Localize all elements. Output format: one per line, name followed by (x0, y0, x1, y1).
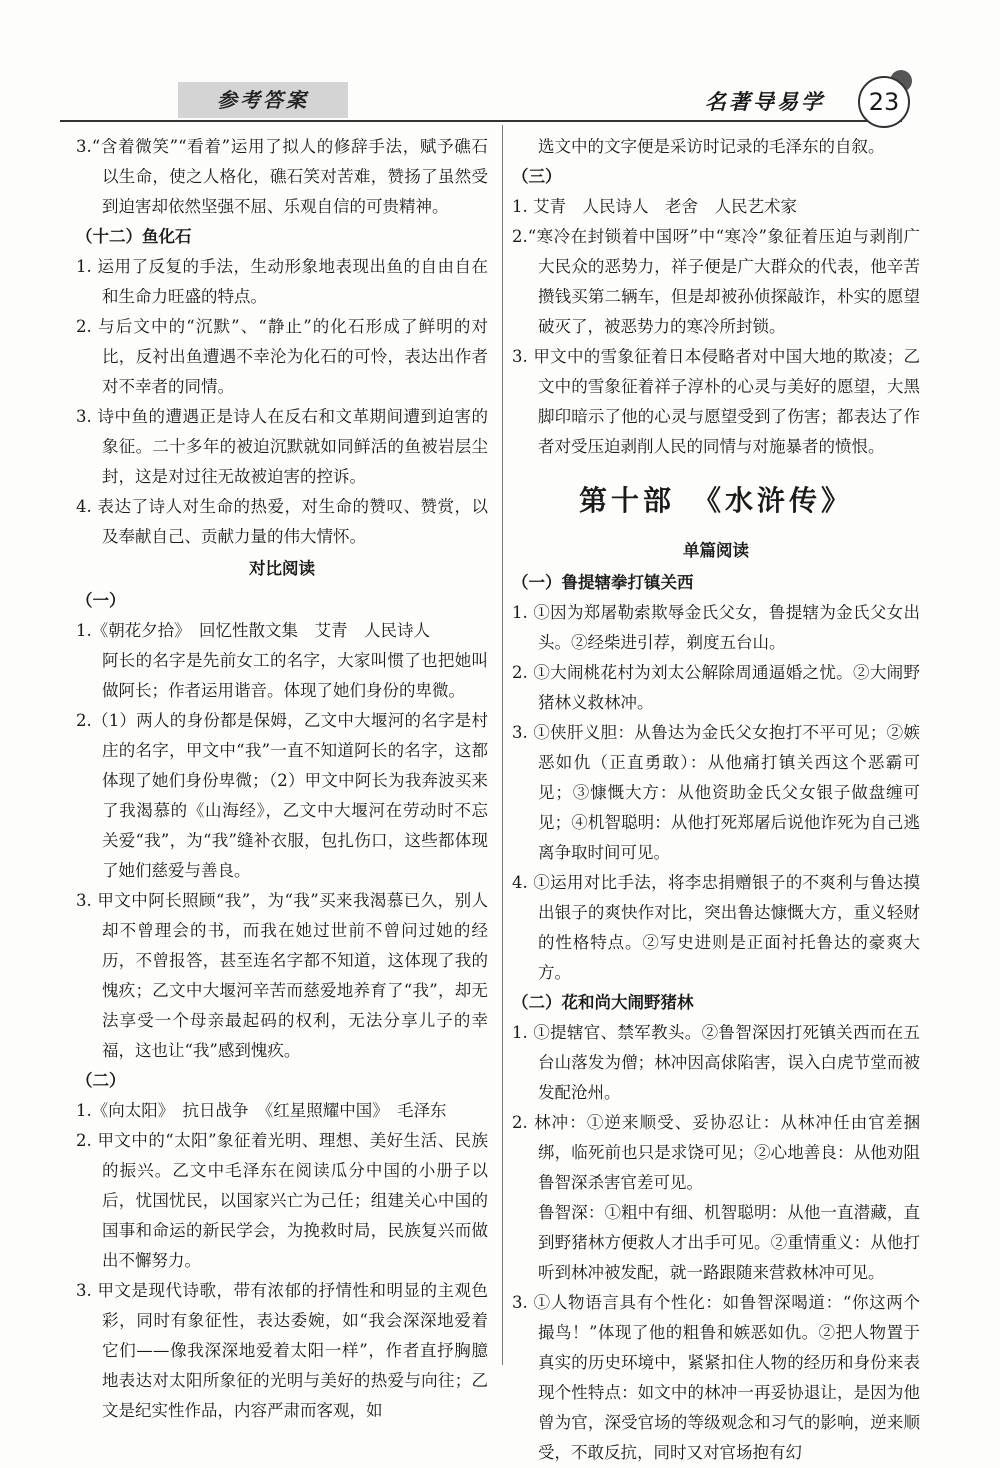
column-divider (502, 125, 503, 1365)
answer-paragraph: 2. ①大闹桃花村为刘太公解除周通逼婚之忧。②大闹野猪林义救林冲。 (512, 663, 920, 712)
left-column (76, 132, 488, 1426)
answer-paragraph: 3. 甲文中的雪象征着日本侵略者对中国大地的欺凌；乙文中的雪象征着祥子淳朴的心灵与美好的愿望，大黑脚印暗示了他的心灵与愿望受到了伤害；都表达了作者对受压迫剥削人民的同情与对施暴者的愤恨。 (512, 347, 920, 456)
answer-paragraph: 阿长的名字是先前女工的名字，大家叫惯了也把她叫做阿长；作者运用谐音。体现了她们身份的卑微。 (102, 651, 488, 700)
series-title: 名著导易学 (705, 89, 825, 114)
answer-paragraph: 1.《向太阳》 抗日战争 《红星照耀中国》 毛泽东 (76, 1101, 447, 1120)
answer-paragraph: 选文中的文字便是采访时记录的毛泽东的自叙。 (538, 137, 885, 156)
right-column (512, 132, 920, 1468)
page-header (0, 0, 1000, 130)
section-heading: （二） (76, 1071, 126, 1090)
answer-paragraph: 鲁智深：①粗中有细、机智聪明：从他一直潜藏，直到野猪林方便救人才出手可见。②重情重义：从他打听到林冲被发配，就一路跟随来营救林冲可见。 (538, 1203, 920, 1282)
section-heading: （三） (512, 167, 562, 186)
section-heading: （一）鲁提辖拳打镇关西 (512, 573, 694, 592)
answer-paragraph: 3. 甲文是现代诗歌，带有浓郁的抒情性和明显的主观色彩，同时有象征性，表达委婉，如“我会深深地爱着它们——像我深深地爱着太阳一样”，作者直抒胸臆地表达对太阳所象征的光明与美好的热爱与向往；乙文是纪实性作品，内容严肃而客观，如 (76, 1281, 488, 1420)
answer-paragraph: 1. ①因为郑屠勒索欺辱金氏父女，鲁提辖为金氏父女出头。②经柴进引荐，剃度五台山。 (512, 603, 920, 652)
header-rule (60, 120, 902, 122)
part-heading: 单篇阅读 (683, 541, 749, 560)
answer-paragraph: 1. 运用了反复的手法，生动形象地表现出鱼的自由自在和生命力旺盛的特点。 (76, 257, 488, 306)
page-number: 23 (858, 76, 910, 128)
answer-paragraph: 2.“寒冷在封锁着中国呀”中“寒冷”象征着压迫与剥削广大民众的恶势力，祥子便是广大群众的代表，他辛苦攒钱买第二辆车，但是却被孙侦探敲诈，朴实的愿望破灭了，被恶势力的寒冷所封锁。 (512, 227, 920, 336)
answer-paragraph: 1. 艾青 人民诗人 老舍 人民艺术家 (512, 197, 797, 216)
answer-paragraph: 1.《朝花夕拾》 回忆性散文集 艾青 人民诗人 (76, 621, 430, 640)
section-heading: （二）花和尚大闹野猪林 (512, 993, 694, 1012)
answer-paragraph: 3.“含着微笑”“看着”运用了拟人的修辞手法，赋予礁石以生命，使之人格化，礁石笑对苦难，赞扬了虽然受到迫害却依然坚强不屈、乐观自信的可贵精神。 (76, 137, 488, 216)
answer-paragraph: 2.（1）两人的身份都是保姆，乙文中大堰河的名字是村庄的名字，甲文中“我”一直不知道阿长的名字，这都体现了她们身份卑微；（2）甲文中阿长为我奔波买来了我渴慕的《山海经》，乙文中大堰河在劳动时不忘关爱“我”，为“我”缝补衣服，包扎伤口，这些都体现了她们慈爱与善良。 (76, 711, 488, 880)
answer-paragraph: 3. ①人物语言具有个性化：如鲁智深喝道：“你这两个撮鸟！”体现了他的粗鲁和嫉恶如仇。②把人物置于真实的历史环境中，紧紧扣住人物的经历和身份来表现个性特点：如文中的林冲一再妥协退让，是因为他曾为官，深受官场的等级观念和习气的影响，逆来顺受，不敢反抗，同时又对官场抱有幻 (512, 1293, 920, 1462)
answer-paragraph: 3. 甲文中阿长照顾“我”，为“我”买来我渴慕已久，别人却不曾理会的书，而我在她过世前不曾问过她的经历，不曾报答，甚至连名字都不知道，这体现了我的愧疚；乙文中大堰河辛苦而慈爱地养育了“我”，却无法享受一个母亲最起码的权利，无法分享儿子的幸福，这也让“我”感到愧疚。 (76, 891, 488, 1060)
answer-paragraph: 3. 诗中鱼的遭遇正是诗人在反右和文革期间遭到迫害的象征。二十多年的被迫沉默就如同鲜活的鱼被岩层尘封，这是对过往无故被迫害的控诉。 (76, 407, 488, 486)
part-heading: 第十部 《水浒传》 (578, 484, 853, 517)
answer-paragraph: 1. ①提辖官、禁军教头。②鲁智深因打死镇关西而在五台山落发为僧；林冲因高俅陷害，误入白虎节堂而被发配沧州。 (512, 1023, 920, 1102)
answer-paragraph: 2. 与后文中的“沉默”、“静止”的化石形成了鲜明的对比，反衬出鱼遭遇不幸沦为化石的可怜，表达出作者对不幸者的同情。 (76, 317, 488, 396)
part-heading: 对比阅读 (249, 559, 315, 578)
answer-tag: 参考答案 (178, 82, 348, 118)
answer-paragraph: 2. 林冲：①逆来顺受、妥协忍让：从林冲任由官差捆绑，临死前也只是求饶可见；②心地善良：从他劝阻鲁智深杀害官差可见。 (512, 1113, 920, 1192)
answer-paragraph: 4. 表达了诗人对生命的热爱，对生命的赞叹、赞赏，以及奉献自己、贡献力量的伟大情怀。 (76, 497, 488, 546)
section-heading: （一） (76, 591, 126, 610)
answer-paragraph: 2. 甲文中的“太阳”象征着光明、理想、美好生活、民族的振兴。乙文中毛泽东在阅读瓜分中国的小册子以后，忧国忧民，以国家兴亡为己任；组建关心中国的国事和命运的新民学会，为挽救时局，民族复兴而做出不懈努力。 (76, 1131, 488, 1270)
answer-paragraph: 3. ①侠肝义胆：从鲁达为金氏父女抱打不平可见；②嫉恶如仇（正直勇敢）：从他痛打镇关西这个恶霸可见；③慷慨大方：从他资助金氏父女银子做盘缠可见；④机智聪明：从他打死郑屠后说他诈死为自己逃离争取时间可见。 (512, 723, 920, 862)
answer-paragraph: 4. ①运用对比手法，将李忠捐赠银子的不爽利与鲁达摸出银子的爽快作对比，突出鲁达慷慨大方，重义轻财的性格特点。②写史进则是正面衬托鲁达的豪爽大方。 (512, 873, 920, 982)
section-heading: （十二）鱼化石 (76, 227, 192, 246)
